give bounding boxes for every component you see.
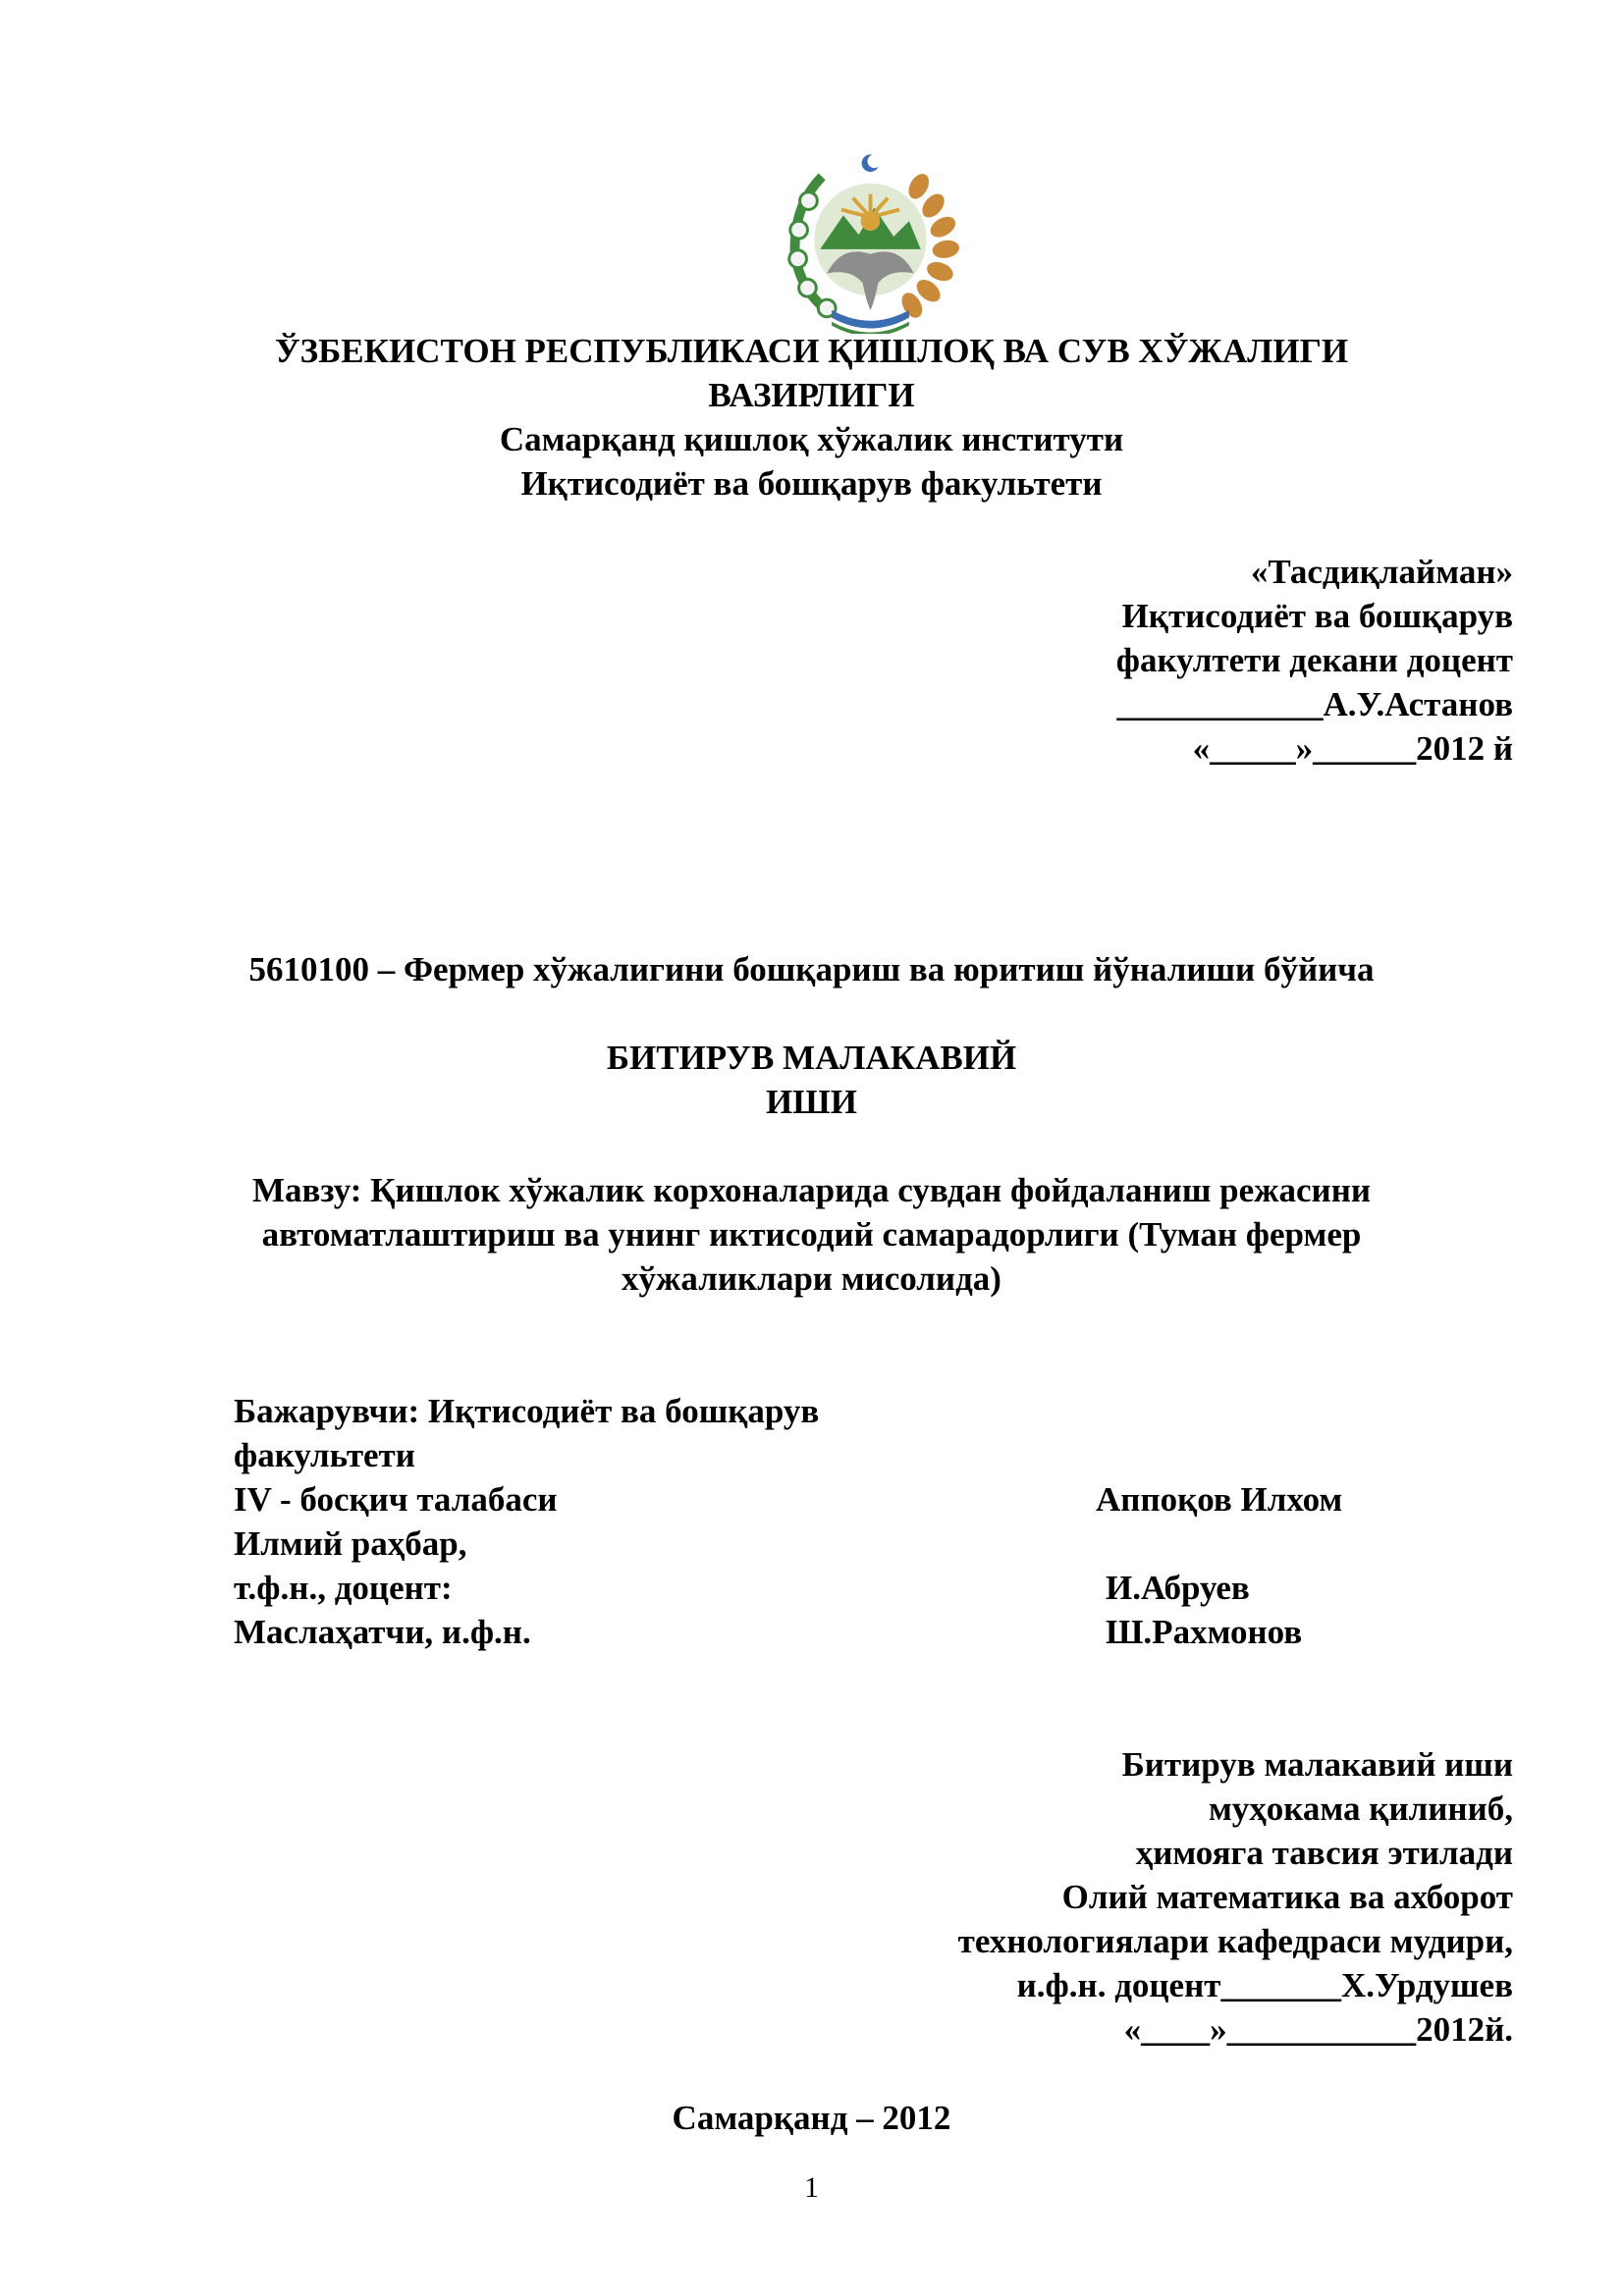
work-title-line1: БИТИРУВ МАЛАКАВИЙ	[606, 1039, 1017, 1077]
ministry-title-line2: ВАЗИРЛИГИ	[708, 376, 915, 414]
recommendation-date: «____»___________2012й.	[1123, 2010, 1513, 2049]
recommendation-line3: ҳимояга тавсия этилади	[1135, 1834, 1513, 1872]
faculty-name: Иқтисодиёт ва бошқарув факультети	[520, 464, 1103, 503]
topic-line1: Мавзу: Қишлок хўжалик корхоналарида сувдан фойдаланиш режасини	[251, 1171, 1372, 1209]
page-number: 1	[804, 2171, 819, 2204]
ministry-title-line1: ЎЗБЕКИСТОН РЕСПУБЛИКАСИ ҚИШЛОҚ ВА СУВ ХЎЖАЛИГИ	[274, 332, 1349, 370]
approval-heading: «Тасдиқлайман»	[1250, 553, 1513, 591]
approval-date: «_____»______2012 й	[1192, 729, 1513, 768]
consultant-name: Ш.Рахмонов	[1106, 1613, 1303, 1651]
recommendation-signature: и.ф.н. доцент_______Х.Урдушев	[1016, 1966, 1513, 2004]
executor-name: Аппоқов Илхом	[1096, 1480, 1343, 1519]
executor-line3: IV - босқич талабаси	[234, 1480, 558, 1519]
advisor-line2: т.ф.н., доцент:	[234, 1569, 453, 1607]
uzbekistan-state-emblem-icon	[774, 147, 967, 334]
study-direction: 5610100 – Фермер хўжалигини бошқариш ва юритиш йўналиши бўйича	[248, 950, 1375, 988]
approval-line-faculty: Иқтисодиёт ва бошқарув	[1121, 597, 1513, 635]
advisor-line1: Илмий раҳбар,	[234, 1524, 467, 1563]
consultant-label: Маслаҳатчи, и.ф.н.	[234, 1613, 531, 1651]
recommendation-line1: Битирув малакавий иши	[1121, 1745, 1513, 1784]
executor-line2: факультети	[234, 1436, 415, 1474]
city-year: Самарқанд – 2012	[672, 2099, 951, 2137]
recommendation-line2: муҳокама қилиниб,	[1208, 1789, 1513, 1828]
advisor-name: И.Абруев	[1106, 1569, 1250, 1607]
topic-line3: хўжаликлари мисолида)	[622, 1259, 1001, 1298]
approval-signature: ____________А.У.Астанов	[1116, 685, 1513, 723]
executor-line1: Бажарувчи: Иқтисодиёт ва бошқарув	[234, 1392, 820, 1430]
recommendation-line5: технологиялари кафедраси мудири,	[957, 1922, 1513, 1960]
work-title-line2: ИШИ	[766, 1083, 857, 1121]
institute-name: Самарқанд қишлоқ хўжалик институти	[499, 420, 1124, 458]
recommendation-line4: Олий математика ва ахборот	[1061, 1878, 1513, 1916]
approval-line-dean: факултети декани доцент	[1115, 641, 1513, 679]
topic-line2: автоматлаштириш ва унинг иктисодий самарадорлиги (Туман фермер	[261, 1215, 1362, 1254]
